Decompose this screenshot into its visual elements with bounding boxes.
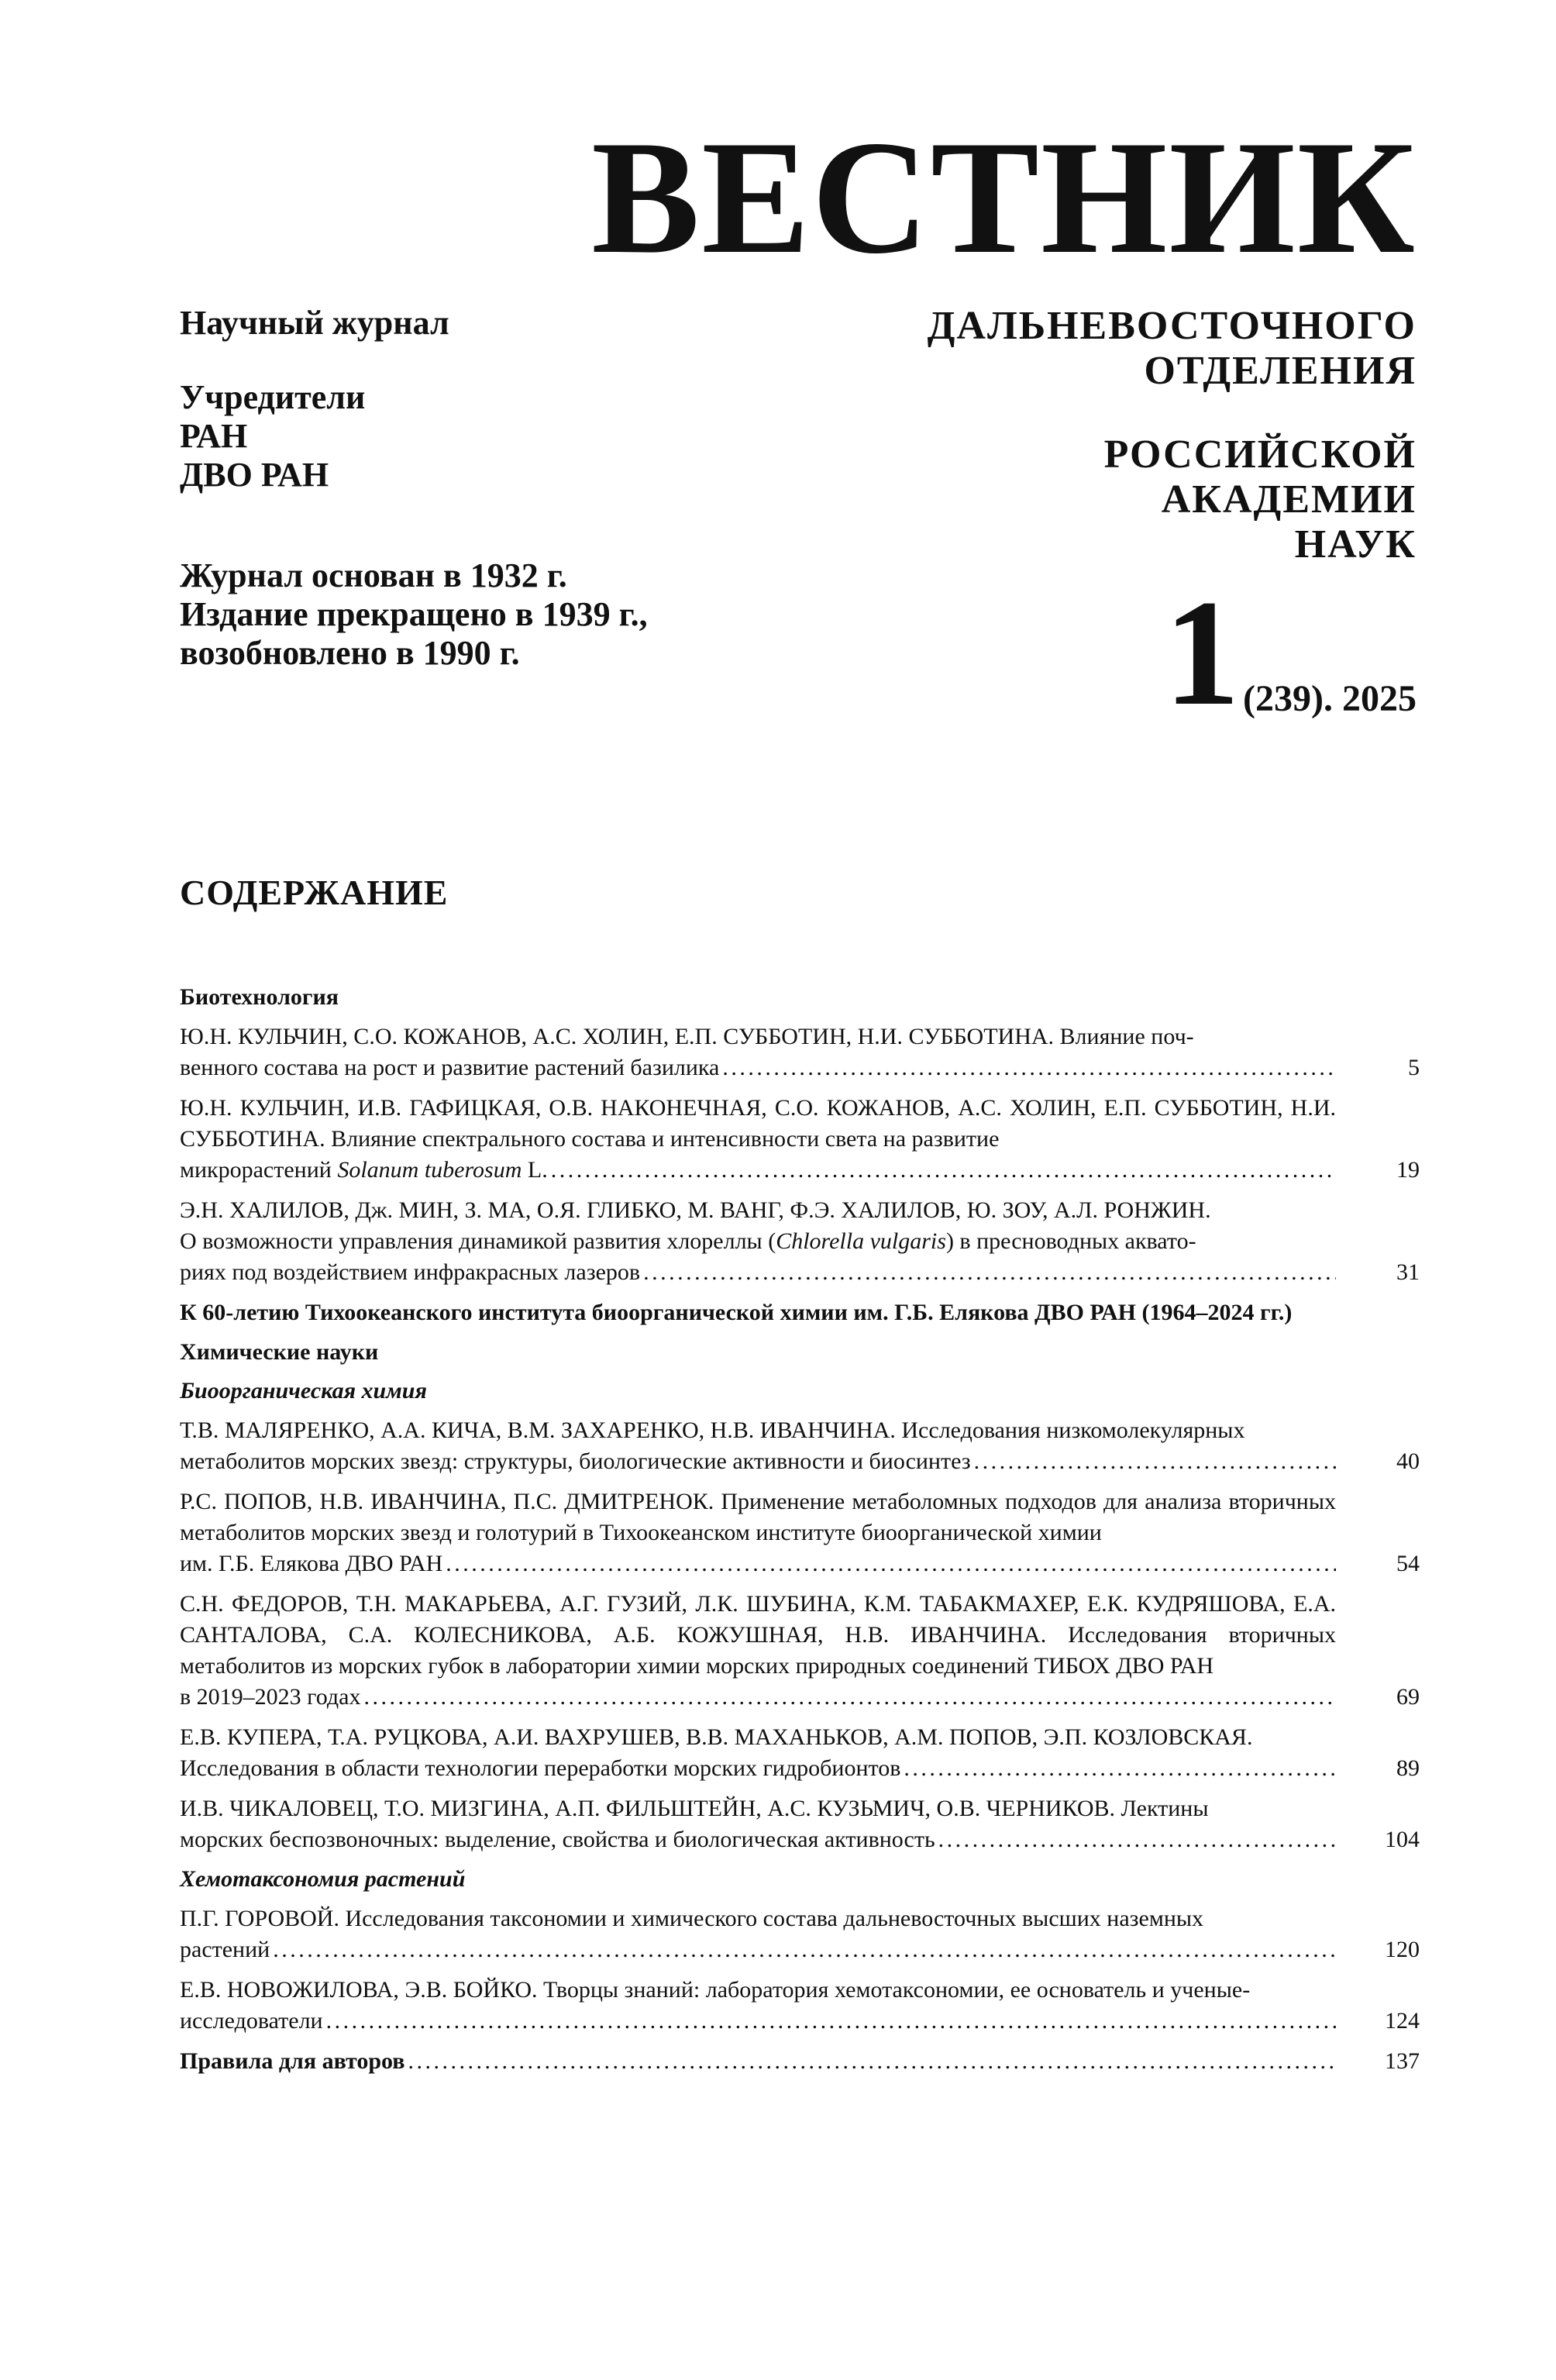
anniversary-heading: К 60-летию Тихоокеанского института биоорганической химии им. Г.Б. Елякова ДВО РАН (1964–2024 гг.) xyxy=(180,1300,1293,1325)
subtitle-line: АКАДЕМИИ xyxy=(1161,477,1417,522)
entry-text: растений xyxy=(180,1937,270,1962)
dot-leader xyxy=(408,2046,1336,2077)
page-number: 69 xyxy=(1396,1684,1420,1710)
page-number: 19 xyxy=(1396,1157,1420,1183)
subtitle-line: НАУК xyxy=(1294,522,1417,567)
toc-entry[interactable] xyxy=(180,1486,1420,1579)
dot-leader xyxy=(363,1682,1336,1713)
toc-entry[interactable] xyxy=(180,1093,1420,1186)
toc-entry[interactable] xyxy=(180,1589,1420,1713)
dot-leader xyxy=(643,1257,1336,1288)
entry-text: Р.С. ПОПОВ, Н.В. ИВАНЧИНА, П.С. ДМИТРЕНОК. Применение метаболомных подходов для анализа вторичных метаболитов морских звезд и голотурий в Тихоокеанском институте биоорганической химии xyxy=(180,1489,1336,1545)
dot-leader xyxy=(722,1052,1336,1083)
subsection-heading: Биоорганическая химия xyxy=(180,1378,427,1404)
journal-info xyxy=(180,304,449,343)
toc-entry[interactable] xyxy=(180,1793,1420,1855)
history-block xyxy=(180,556,648,673)
toc-entry[interactable] xyxy=(180,2046,1420,2077)
toc-entry[interactable] xyxy=(180,1195,1420,1288)
toc-entry[interactable] xyxy=(180,1722,1420,1784)
entry-text: Исследования в области технологии переработки морских гидробионтов xyxy=(180,1755,901,1781)
entry-text: морских беспозвоночных: выделение, свойства и биологическая активность xyxy=(180,1827,935,1852)
page-number: 137 xyxy=(1385,2048,1420,2074)
subtitle-line: ДАЛЬНЕВОСТОЧНОГО xyxy=(927,304,1417,348)
founders-label: Учредители xyxy=(180,378,366,416)
page-number: 31 xyxy=(1396,1259,1420,1285)
contents-heading: СОДЕРЖАНИЕ xyxy=(180,873,449,912)
subtitle-line: ОТДЕЛЕНИЯ xyxy=(1144,349,1417,393)
entry-text: Правила для авторов xyxy=(180,2048,405,2074)
subtitle-line: РОССИЙСКОЙ xyxy=(1103,432,1417,477)
entry-text: микрорастений Solanum tuberosum L. xyxy=(180,1157,548,1183)
entry-text: О возможности управления динамикой развития хлореллы (Chlorella vulgaris) в пресноводных аквато- xyxy=(180,1228,1196,1254)
toc-entry[interactable] xyxy=(180,1415,1420,1477)
entry-text: в 2019–2023 годах xyxy=(180,1684,361,1710)
page-number: 104 xyxy=(1385,1827,1420,1852)
dot-leader xyxy=(551,1155,1336,1186)
dot-leader xyxy=(446,1548,1336,1579)
founders-block xyxy=(180,378,365,494)
founder-ran: РАН xyxy=(180,417,248,455)
toc-entry[interactable] xyxy=(180,1975,1420,2037)
dot-leader xyxy=(904,1753,1336,1784)
entry-text: Т.В. МАЛЯРЕНКО, А.А. КИЧА, В.М. ЗАХАРЕНКО, Н.В. ИВАНЧИНА. Исследования низкомолекулярных xyxy=(180,1417,1245,1443)
entry-text: Ю.Н. КУЛЬЧИН, С.О. КОЖАНОВ, А.С. ХОЛИН, Е.П. СУББОТИН, Н.И. СУББОТИНА. Влияние поч- xyxy=(180,1024,1194,1049)
issue-num: 1 xyxy=(1164,569,1241,737)
dot-leader xyxy=(974,1446,1336,1477)
history-line: возобновлено в 1990 г. xyxy=(180,634,520,672)
entry-text: исследователи xyxy=(180,2008,323,2034)
section-heading: Химические науки xyxy=(180,1339,379,1365)
table-of-contents xyxy=(180,983,1420,2086)
section-heading: Биотехнология xyxy=(180,984,339,1010)
page-number: 40 xyxy=(1396,1448,1420,1474)
history-line: Издание прекращено в 1939 г., xyxy=(180,595,648,633)
entry-text: Э.Н. ХАЛИЛОВ, Дж. МИН, З. МА, О.Я. ГЛИБКО, М. ВАНГ, Ф.Э. ХАЛИЛОВ, Ю. ЗОУ, А.Л. РОНЖИН. xyxy=(180,1197,1211,1223)
entry-text: венного состава на рост и развитие растений базилика xyxy=(180,1055,720,1080)
toc-entry[interactable] xyxy=(180,1021,1420,1083)
subtitle-academy xyxy=(1104,432,1417,567)
dot-leader xyxy=(326,2006,1336,2037)
journal-title: ВЕСТНИК xyxy=(591,108,1417,288)
entry-text: И.В. ЧИКАЛОВЕЦ, Т.О. МИЗГИНА, А.П. ФИЛЬШТЕЙН, А.С. КУЗЬМИЧ, О.В. ЧЕРНИКОВ. Лектины xyxy=(180,1796,1209,1821)
dot-leader xyxy=(938,1824,1336,1855)
entry-text: Ю.Н. КУЛЬЧИН, И.В. ГАФИЦКАЯ, О.В. НАКОНЕЧНАЯ, С.О. КОЖАНОВ, А.С. ХОЛИН, Е.П. СУББОТИН, Н.И. СУББОТИНА. Влияние спектрального состава и интенсивности света на развитие xyxy=(180,1095,1336,1152)
entry-text: Е.В. КУПЕРА, Т.А. РУЦКОВА, А.И. ВАХРУШЕВ, В.В. МАХАНЬКОВ, А.М. ПОПОВ, Э.П. КОЗЛОВСКАЯ. xyxy=(180,1724,1253,1750)
entry-text: Е.В. НОВОЖИЛОВА, Э.В. БОЙКО. Творцы знаний: лаборатория хемотаксономии, ее основатель и ученые- xyxy=(180,1977,1251,2003)
issue-number xyxy=(1164,569,1417,737)
toc-entry[interactable] xyxy=(180,1903,1420,1965)
founder-dvo-ran: ДВО РАН xyxy=(180,456,329,494)
page-number: 5 xyxy=(1408,1055,1420,1080)
page-number: 54 xyxy=(1396,1551,1420,1576)
entry-text: риях под воздействием инфракрасных лазеров xyxy=(180,1259,641,1285)
entry-text: им. Г.Б. Елякова ДВО РАН xyxy=(180,1551,443,1576)
subtitle-branch xyxy=(928,304,1417,394)
entry-text: метаболитов морских звезд: структуры, биологические активности и биосинтез xyxy=(180,1448,971,1474)
entry-text: П.Г. ГОРОВОЙ. Исследования таксономии и химического состава дальневосточных высших наземных xyxy=(180,1906,1204,1931)
page-number: 120 xyxy=(1385,1937,1420,1962)
entry-text: С.Н. ФЕДОРОВ, Т.Н. МАКАРЬЕВА, А.Г. ГУЗИЙ, Л.К. ШУБИНА, К.М. ТАБАКМАХЕР, Е.К. КУДРЯШОВА, Е.А. САНТАЛОВА, С.А. КОЛЕСНИКОВА, А.Б. КОЖУШНАЯ, Н.В. ИВАНЧИНА. Исследования вторичных метаболитов из морских губок в лаборатории химии морских природных соединений ТИБОХ ДВО РАН xyxy=(180,1591,1336,1679)
issue-year: (239). 2025 xyxy=(1243,678,1417,719)
page-number: 124 xyxy=(1385,2008,1420,2034)
journal-type: Научный журнал xyxy=(180,304,449,342)
subsection-heading: Хемотаксономия растений xyxy=(180,1866,466,1892)
page-number: 89 xyxy=(1396,1755,1420,1781)
dot-leader xyxy=(273,1934,1336,1965)
history-line: Журнал основан в 1932 г. xyxy=(180,556,567,594)
